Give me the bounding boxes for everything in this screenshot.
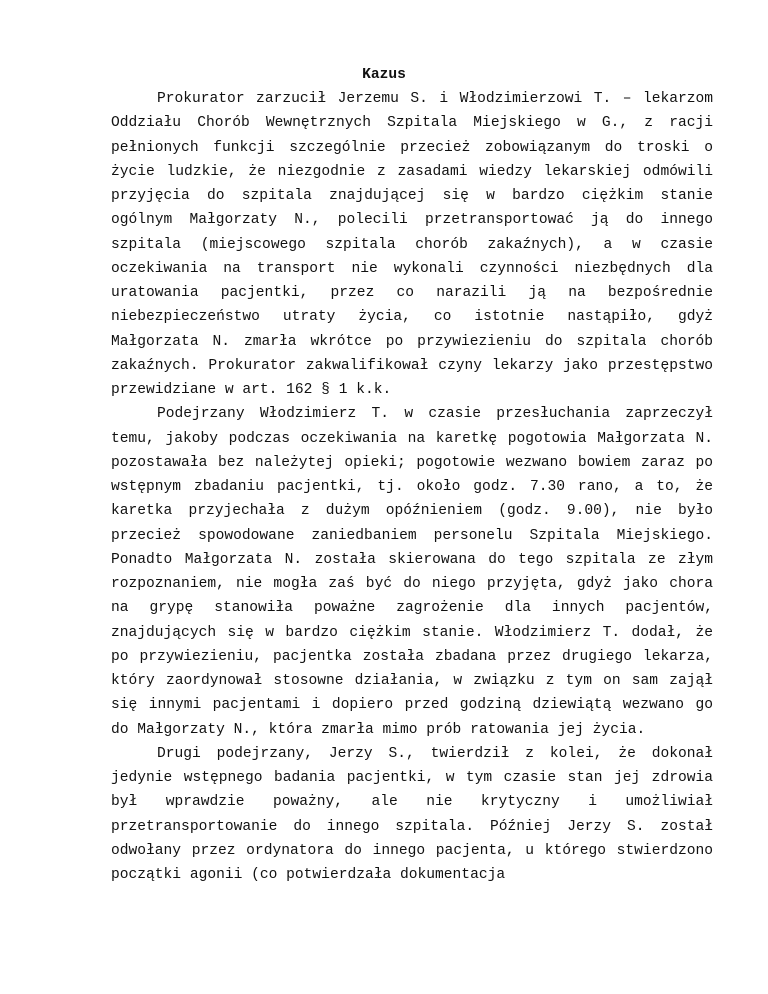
paragraph-prosecutor-charge: Prokurator zarzucił Jerzemu S. i Włodzimierzowi T. – lekarzom Oddziału Chorób Wewnętrznych Szpitala Miejskiego w G., z racji pełnionych funkcji szczególnie przecież zobowiązanym do troski o życie ludzkie, że niezgodnie z zasadami wiedzy lekarskiej odmówili przyjęcia do szpitala znajdującej się w bardzo ciężkim stanie ogólnym Małgorzaty N., polecili przetransportować ją do innego szpitala (miejscowego szpitala chorób zakaźnych), a w czasie oczekiwania na transport nie wykonali czynności niezbędnych dla uratowania pacjentki, przez co narazili ją na bezpośrednie niebezpieczeństwo utraty życia, co istotnie nastąpiło, gdyż Małgorzata N. zmarła wkrótce po przywiezieniu do szpitala chorób zakaźnych. Prokurator zakwalifikował czyny lekarzy jako przestępstwo przewidziane w art. 162 § 1 k.k.: [111, 91, 713, 398]
paragraph-wlodzimierz-testimony: Podejrzany Włodzimierz T. w czasie przesłuchania zaprzeczył temu, jakoby podczas oczekiwania na karetkę pogotowia Małgorzata N. pozostawała bez należytej opieki; pogotowie wezwano bowiem zaraz po wstępnym zbadaniu pacjentki, tj. około godz. 7.30 rano, a to, że karetka przyjechała z dużym opóźnieniem (godz. 9.00), nie było przecież spowodowane zaniedbaniem personelu Szpitala Miejskiego. Ponadto Małgorzata N. została skierowana do tego szpitala ze złym rozpoznaniem, nie mogła zaś być do niego przyjęta, gdyż jako chora na grypę stanowiła poważne zagrożenie dla innych pacjentów, znajdujących się w bardzo ciężkim stanie. Włodzimierz T. dodał, że po przywiezieniu, pacjentka została zbadana przez drugiego lekarza, który zaordynował stosowne działania, w związku z tym on sam zajął się innymi pacjentami i dopiero przed godziną dziewiątą wezwano go do Małgorzaty N., która zmarła mimo prób ratowania jej życia.: [111, 406, 713, 738]
document-title: Kazus: [362, 67, 406, 83]
paragraph-jerzy-testimony: Drugi podejrzany, Jerzy S., twierdził z kolei, że dokonał jedynie wstępnego badania pacjentki, w tym czasie stan jej zdrowia był wprawdzie poważny, ale nie krytyczny i umożliwiał przetransportowanie do innego szpitala. Później Jerzy S. został odwołany przez ordynatora do innego pacjenta, u którego stwierdzono początki agonii (co potwierdzała dokumentacja: [111, 745, 713, 883]
document-body: [111, 87, 713, 887]
